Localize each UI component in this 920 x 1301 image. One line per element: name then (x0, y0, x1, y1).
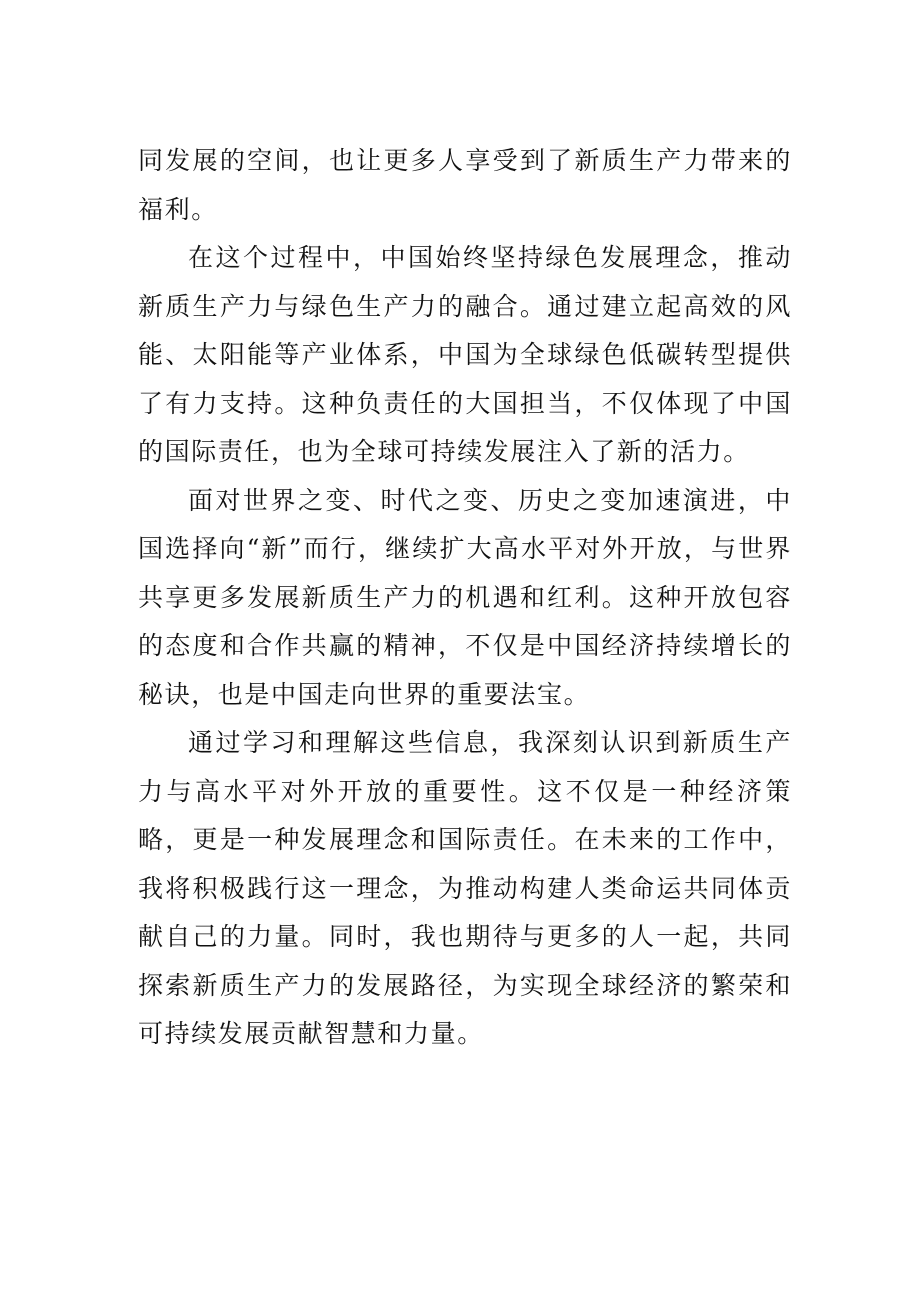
paragraph-green-development: 在这个过程中，中国始终坚持绿色发展理念，推动新质生产力与绿色生产力的融合。通过建立起高效的风能、太阳能等产业体系，中国为全球绿色低碳转型提供了有力支持。这种负责任的大国担当，不仅体现了中国的国际责任，也为全球可持续发展注入了新的活力。 (138, 243, 792, 466)
document-body (138, 137, 792, 1059)
paragraph-reflection: 通过学习和理解这些信息，我深刻认识到新质生产力与高水平对外开放的重要性。这不仅是一种经济策略，更是一种发展理念和国际责任。在未来的工作中，我将积极践行这一理念，为推动构建人类命运共同体贡献自己的力量。同时，我也期待与更多的人一起，共同探索新质生产力的发展路径，为实现全球经济的繁荣和可持续发展贡献智慧和力量。 (138, 728, 792, 1048)
paragraph-continued: 同发展的空间，也让更多人享受到了新质生产力带来的福利。 (138, 146, 792, 224)
paragraph-opening-up: 面对世界之变、时代之变、历史之变加速演进，中国选择向“新”而行，继续扩大高水平对外开放，与世界共享更多发展新质生产力的机遇和红利。这种开放包容的态度和合作共赢的精神，不仅是中国经济持续增长的秘诀，也是中国走向世界的重要法宝。 (138, 485, 792, 709)
